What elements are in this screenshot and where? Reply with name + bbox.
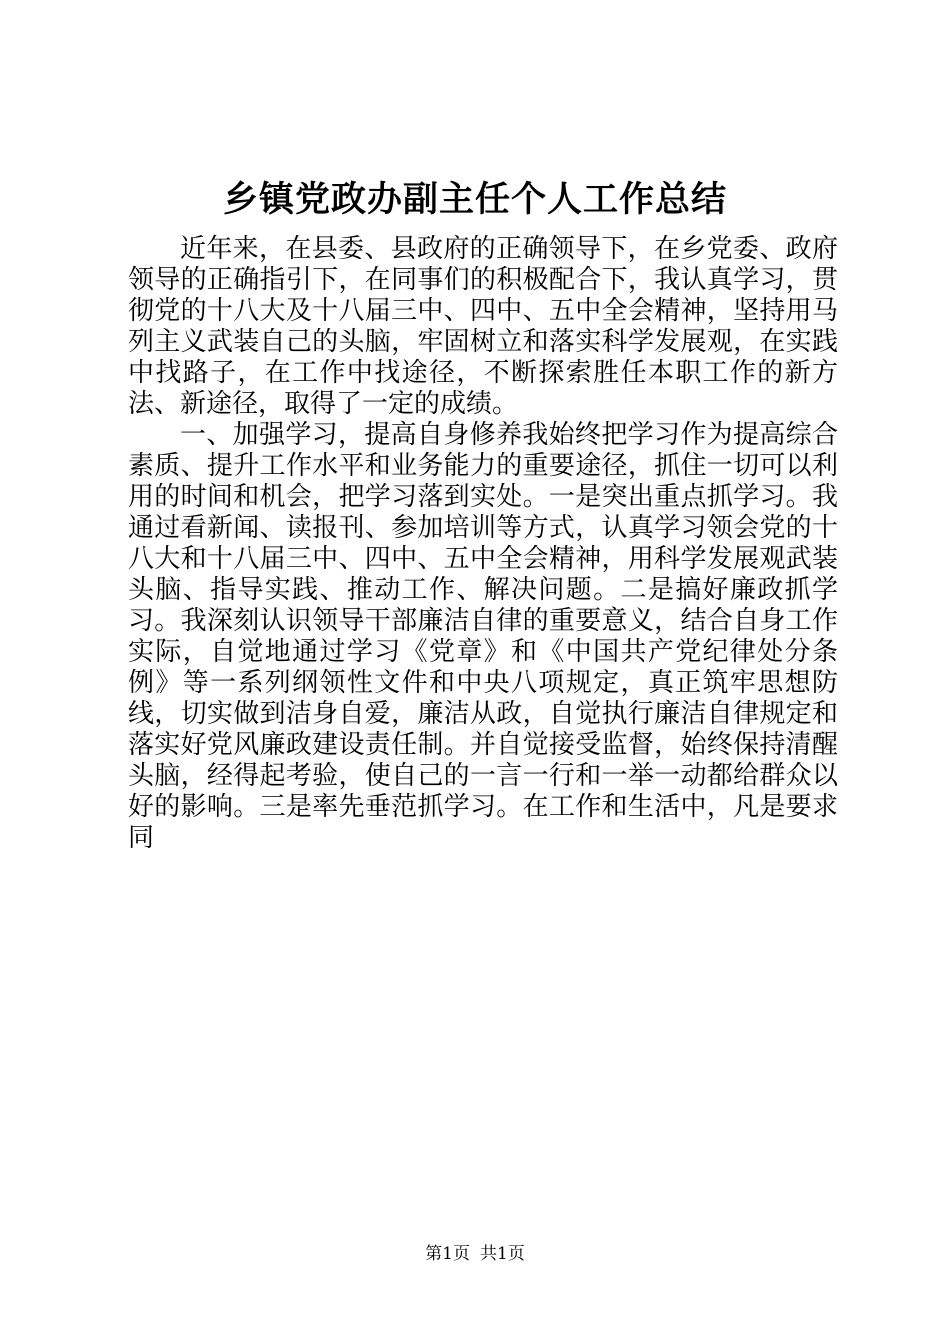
page-number: 第1页 <box>425 1244 470 1264</box>
page-total: 共1页 <box>480 1244 525 1264</box>
document-title: 乡镇党政办副主任个人工作总结 <box>222 179 727 220</box>
page-footer <box>0 1243 950 1265</box>
paragraph-intro: 近年来，在县委、县政府的正确领导下，在乡党委、政府领导的正确指引下，在同事们的积极配合下，我认真学习，贯彻党的十八大及十八届三中、四中、五中全会精神，坚持用马列主义武装自己的头脑，牢固树立和落实科学发展观，在实践中找路子，在工作中找途径，不断探索胜任本职工作的新方法、新途径，取得了一定的成绩。 <box>128 234 838 419</box>
document-body <box>128 234 838 854</box>
paragraph-section-1: 一、加强学习，提高自身修养我始终把学习作为提高综合素质、提升工作水平和业务能力的重要途径，抓住一切可以利用的时间和机会，把学习落到实处。一是突出重点抓学习。我通过看新闻、读报刊、参加培训等方式，认真学习领会党的十八大和十八届三中、四中、五中全会精神，用科学发展观武装头脑、指导实践、推动工作、解决问题。二是搞好廉政抓学习。我深刻认识领导干部廉洁自律的重要意义，结合自身工作实际，自觉地通过学习《党章》和《中国共产党纪律处分条例》等一系列纲领性文件和中央八项规定，真正筑牢思想防线，切实做到洁身自爱，廉洁从政，自觉执行廉洁自律规定和落实好党风廉政建设责任制。并自觉接受监督，始终保持清醒头脑，经得起考验，使自己的一言一行和一举一动都给群众以好的影响。三是率先垂范抓学习。在工作和生活中，凡是要求同 <box>128 420 838 853</box>
